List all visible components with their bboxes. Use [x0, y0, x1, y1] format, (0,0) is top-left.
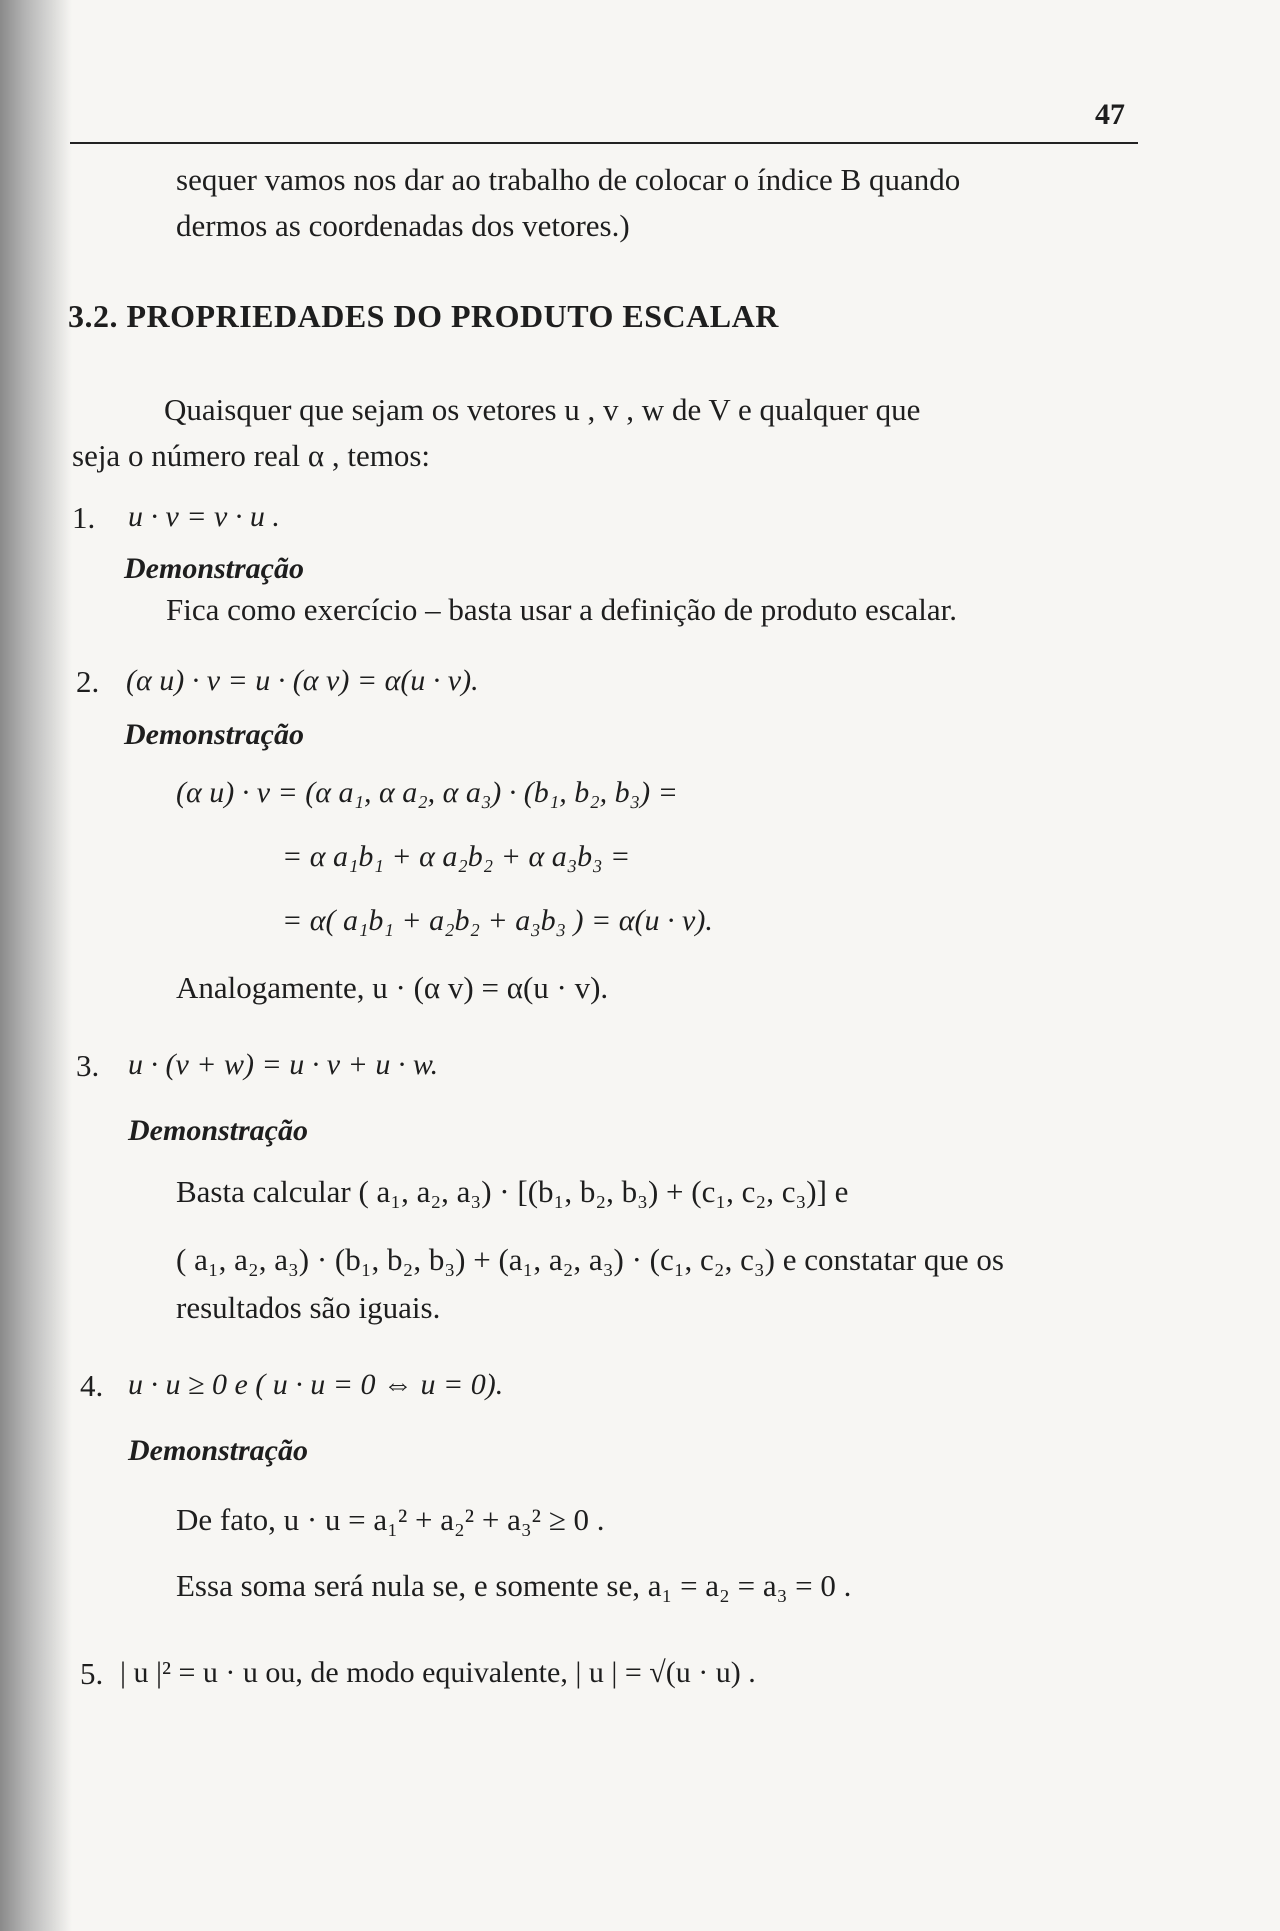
property-2-formula: (α u) · v = u · (α v) = α(u · v).: [126, 664, 479, 697]
property-4-line-2: Essa soma será nula se, e somente se, a₁ = a₂ = a₃ = 0 .: [176, 1568, 852, 1603]
property-5-formula: | u |² = u · u ou, de modo equivalente, | u | = √(u · u) .: [120, 1656, 756, 1689]
property-5-number: 5.: [80, 1656, 104, 1691]
intro-line-2: dermos as coordenadas dos vetores.): [176, 208, 630, 243]
property-2-demo-label: Demonstração: [124, 718, 304, 751]
property-4-line-1: De fato, u · u = a₁² + a₂² + a₃² ≥ 0 .: [176, 1502, 605, 1537]
property-1-formula: u · v = v · u .: [128, 500, 280, 533]
property-1-demo-label: Demonstração: [124, 552, 304, 585]
property-3-line-1: Basta calcular ( a₁, a₂, a₃) · [(b₁, b₂, b₃) + (c₁, c₂, c₃)] e: [176, 1174, 849, 1209]
property-4-number: 4.: [80, 1368, 104, 1403]
section-heading: [68, 298, 779, 335]
property-2-step-3: = α( a₁b₁ + a₂b₂ + a₃b₃ ) = α(u · v).: [282, 904, 713, 937]
property-3-number: 3.: [76, 1048, 100, 1083]
section-number: 3.2.: [68, 298, 118, 334]
property-2-step-2: = α a₁b₁ + α a₂b₂ + α a₃b₃ =: [282, 840, 631, 873]
property-3-line-3: resultados são iguais.: [176, 1290, 441, 1325]
page-number: 47: [1095, 98, 1125, 131]
header-rule: [70, 142, 1138, 144]
statement-line-2: seja o número real α , temos:: [72, 438, 430, 473]
property-4-formula: u · u ≥ 0 e ( u · u = 0 ⇔ u = 0).: [128, 1368, 504, 1401]
property-4-demo-label: Demonstração: [128, 1434, 308, 1467]
property-2-analog: Analogamente, u · (α v) = α(u · v).: [176, 970, 609, 1005]
property-1-text: Fica como exercício – basta usar a definição de produto escalar.: [166, 592, 958, 627]
property-3-demo-label: Demonstração: [128, 1114, 308, 1147]
intro-line-1: sequer vamos nos dar ao trabalho de colocar o índice B quando: [176, 162, 961, 197]
property-2-number: 2.: [76, 664, 100, 699]
property-3-line-2: ( a₁, a₂, a₃) · (b₁, b₂, b₃) + (a₁, a₂, a₃) · (c₁, c₂, c₃) e constatar que os: [176, 1242, 1004, 1277]
property-3-formula: u · (v + w) = u · v + u · w.: [128, 1048, 439, 1081]
section-title: PROPRIEDADES DO PRODUTO ESCALAR: [126, 298, 779, 334]
property-1-number: 1.: [72, 500, 96, 535]
property-2-step-1: (α u) · v = (α a₁, α a₂, α a₃) · (b₁, b₂, b₃) =: [176, 776, 678, 809]
statement-line-1: Quaisquer que sejam os vetores u , v , w de V e qualquer que: [164, 392, 921, 427]
